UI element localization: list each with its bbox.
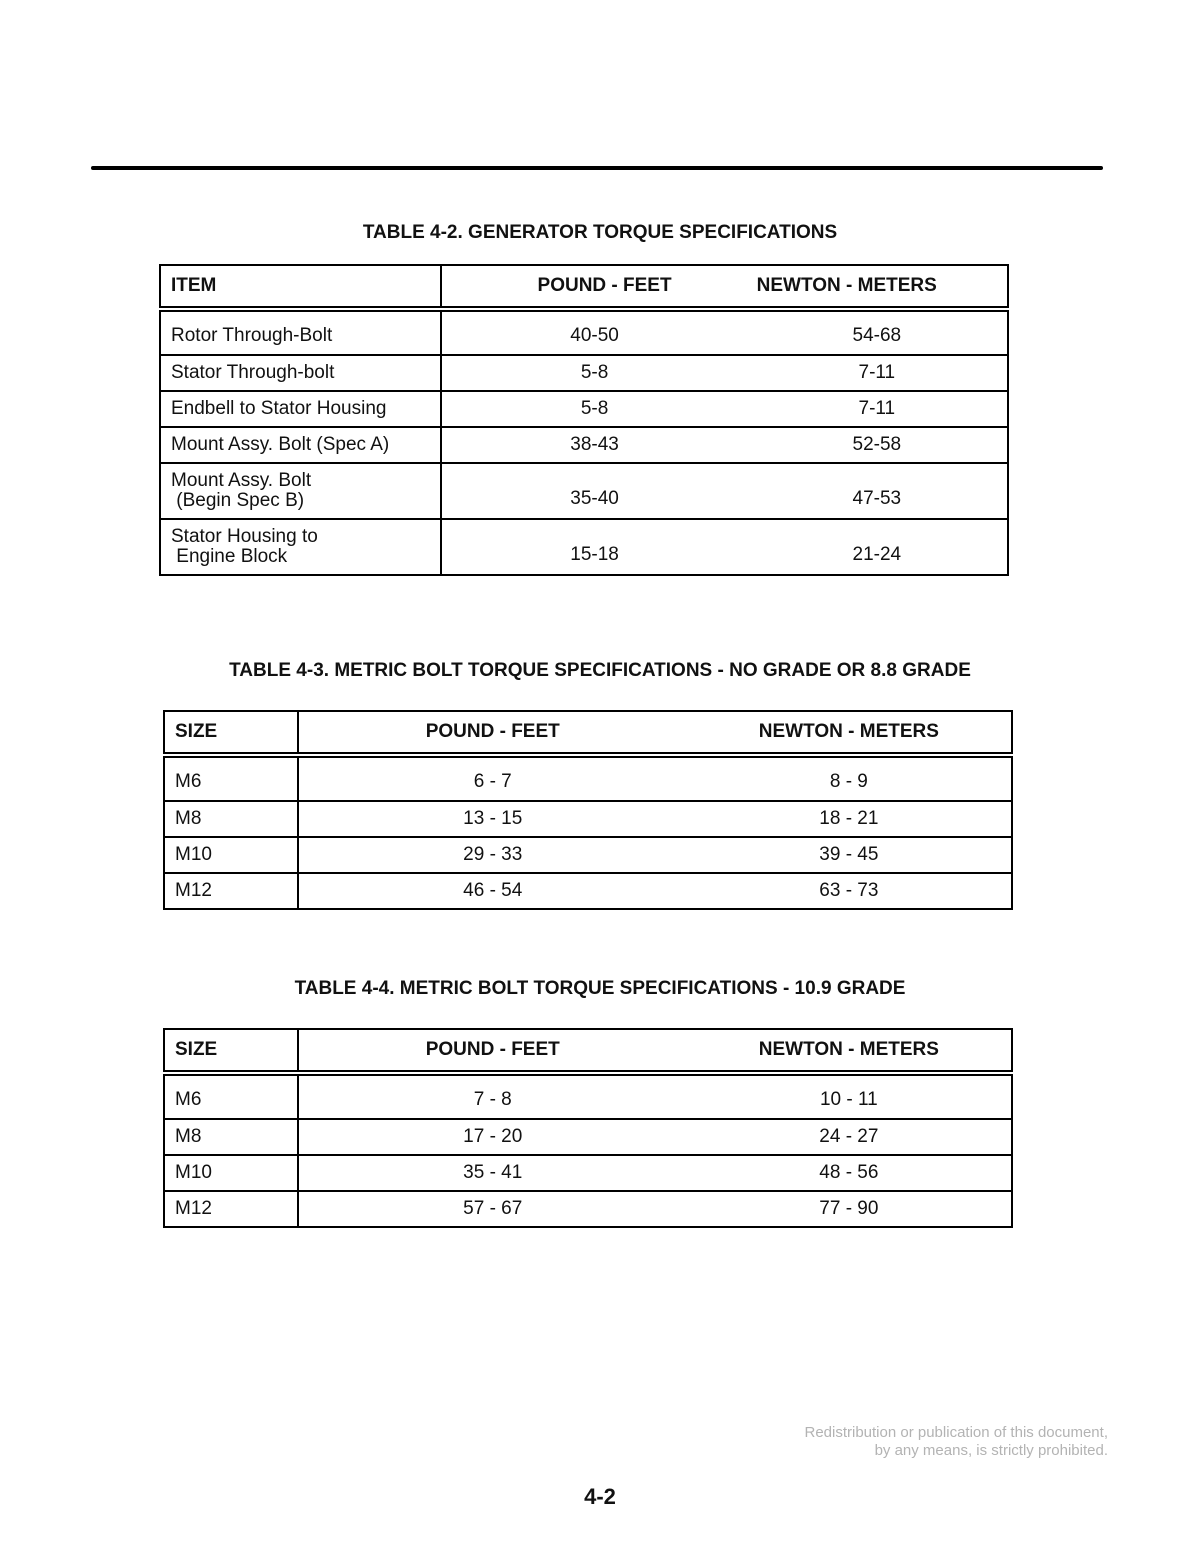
row-item: Stator Through-bolt: [160, 355, 441, 391]
row-pound-feet: 46 - 54: [298, 873, 687, 909]
row-newton-meters: 21-24: [747, 519, 1008, 575]
notice-line: by any means, is strictly prohibited.: [874, 1442, 1108, 1459]
row-pound-feet: 40-50: [441, 309, 746, 355]
row-newton-meters: 24 - 27: [687, 1119, 1012, 1155]
header-pound-feet: POUND - FEET: [298, 711, 687, 755]
table-row: [164, 1073, 1012, 1119]
table-row: [160, 463, 1008, 519]
row-size: M6: [164, 755, 298, 801]
header-pound-feet: POUND - FEET: [298, 1029, 687, 1073]
row-newton-meters: 7-11: [747, 355, 1008, 391]
header-newton-meters: NEWTON - METERS: [747, 265, 1008, 309]
row-newton-meters: 8 - 9: [687, 755, 1012, 801]
table-4-3-title: TABLE 4-3. METRIC BOLT TORQUE SPECIFICATIONS - NO GRADE OR 8.8 GRADE: [229, 660, 971, 681]
row-pound-feet: 17 - 20: [298, 1119, 687, 1155]
table-row: [164, 1191, 1012, 1227]
row-pound-feet: 7 - 8: [298, 1073, 687, 1119]
row-item-line: Stator Housing to: [171, 526, 318, 547]
page-number: 4-2: [584, 1484, 616, 1509]
row-size: M6: [164, 1073, 298, 1119]
table-row: [164, 755, 1012, 801]
row-pound-feet: 57 - 67: [298, 1191, 687, 1227]
row-pound-feet: 38-43: [441, 427, 746, 463]
row-newton-meters: 10 - 11: [687, 1073, 1012, 1119]
header-size: SIZE: [164, 1029, 298, 1073]
row-newton-meters: 18 - 21: [687, 801, 1012, 837]
top-rule: [91, 166, 1103, 170]
row-pound-feet: 35 - 41: [298, 1155, 687, 1191]
row-size: M10: [164, 1155, 298, 1191]
row-newton-meters: 47-53: [747, 463, 1008, 519]
header-size: SIZE: [164, 711, 298, 755]
row-pound-feet: 13 - 15: [298, 801, 687, 837]
row-pound-feet: 6 - 7: [298, 755, 687, 801]
table-row: [160, 309, 1008, 355]
row-item: Endbell to Stator Housing: [160, 391, 441, 427]
table-4-2-title: TABLE 4-2. GENERATOR TORQUE SPECIFICATIONS: [362, 222, 838, 243]
row-size: M12: [164, 873, 298, 909]
redistribution-notice: [804, 1424, 1108, 1460]
row-newton-meters: 7-11: [747, 391, 1008, 427]
table-4-4: [163, 1028, 1013, 1228]
row-item-line: (Begin Spec B): [171, 490, 305, 511]
table-row: [160, 427, 1008, 463]
table-row: [164, 873, 1012, 909]
table-4-4-title: TABLE 4-4. METRIC BOLT TORQUE SPECIFICATIONS - 10.9 GRADE: [294, 978, 906, 999]
row-newton-meters: 63 - 73: [687, 873, 1012, 909]
table-row: [164, 1119, 1012, 1155]
row-pound-feet: 5-8: [441, 355, 746, 391]
row-size: M10: [164, 837, 298, 873]
row-item-line: Mount Assy. Bolt: [171, 470, 312, 491]
row-size: M8: [164, 801, 298, 837]
row-item: Rotor Through-Bolt: [160, 309, 441, 355]
table-row: [164, 801, 1012, 837]
row-newton-meters: 52-58: [747, 427, 1008, 463]
row-newton-meters: 48 - 56: [687, 1155, 1012, 1191]
header-pound-feet: POUND - FEET: [441, 265, 746, 309]
row-pound-feet: 15-18: [441, 519, 746, 575]
row-item-line: Engine Block: [171, 546, 288, 567]
row-item: Mount Assy. Bolt (Spec A): [160, 427, 441, 463]
row-item: [160, 519, 441, 575]
table-4-3: [163, 710, 1013, 910]
row-pound-feet: 29 - 33: [298, 837, 687, 873]
table-4-2: [159, 264, 1009, 576]
table-row: [160, 355, 1008, 391]
row-size: M8: [164, 1119, 298, 1155]
row-newton-meters: 77 - 90: [687, 1191, 1012, 1227]
row-newton-meters: 54-68: [747, 309, 1008, 355]
table-row: [160, 391, 1008, 427]
table-row: [164, 837, 1012, 873]
table-row: [164, 1155, 1012, 1191]
row-item: [160, 463, 441, 519]
table-row: [160, 519, 1008, 575]
header-item: ITEM: [160, 265, 441, 309]
row-pound-feet: 5-8: [441, 391, 746, 427]
row-size: M12: [164, 1191, 298, 1227]
header-newton-meters: NEWTON - METERS: [687, 1029, 1012, 1073]
row-pound-feet: 35-40: [441, 463, 746, 519]
header-newton-meters: NEWTON - METERS: [687, 711, 1012, 755]
row-newton-meters: 39 - 45: [687, 837, 1012, 873]
notice-line: Redistribution or publication of this document,: [804, 1424, 1108, 1441]
